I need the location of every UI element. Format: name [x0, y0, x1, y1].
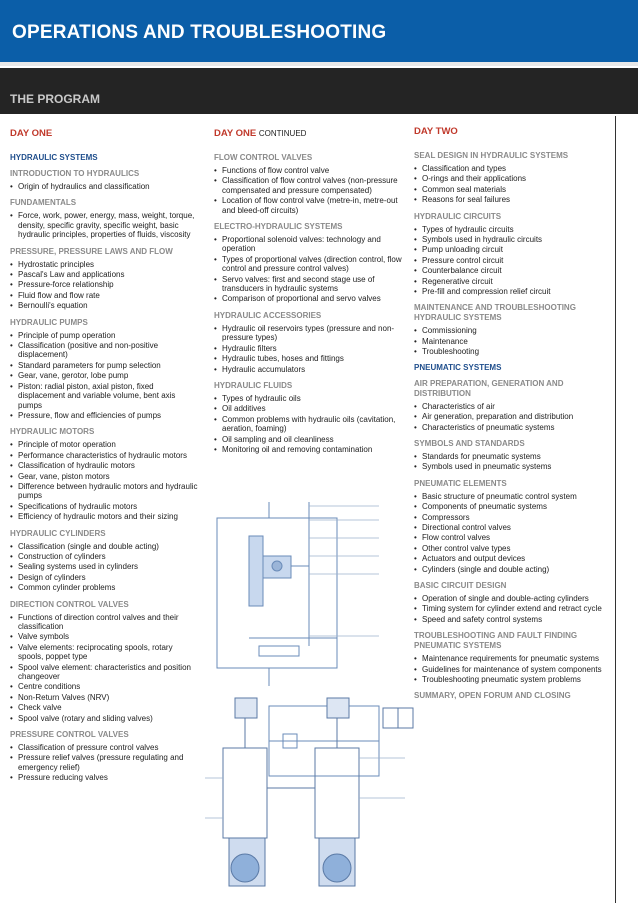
list-item: • Pre-fill and compression relief circuit: [414, 287, 604, 296]
list-item: • Maintenance requirements for pneumatic systems: [414, 654, 604, 663]
list-item: • Operation of single and double-acting cylinders: [414, 594, 604, 603]
list-item: • Fluid flow and flow rate: [10, 291, 198, 300]
list-item: • Hydraulic accumulators: [214, 365, 404, 374]
list-item: • Monitoring oil and removing contamination: [214, 445, 404, 454]
list-item: • Pressure-force relationship: [10, 280, 198, 289]
bullet-list: [10, 542, 198, 593]
list-item: • Specifications of hydraulic motors: [10, 502, 198, 511]
list-item: • Cylinders (single and double acting): [414, 565, 604, 574]
list-item: • Counterbalance circuit: [414, 266, 604, 275]
section-heading: ELECTRO-HYDRAULIC SYSTEMS: [214, 222, 343, 232]
list-item: • Classification and types: [414, 164, 604, 173]
list-item: • Common seal materials: [414, 185, 604, 194]
pilot-operated-valve-diagram-icon: [205, 688, 445, 902]
section-heading: SUMMARY, OPEN FORUM AND CLOSING: [414, 691, 571, 701]
column-divider: [615, 116, 616, 903]
page-title: OPERATIONS AND TROUBLESHOOTING: [12, 22, 387, 43]
list-item: • Spool valve element: characteristics and position changeover: [10, 663, 198, 682]
sections: [10, 169, 198, 783]
list-item: • Difference between hydraulic motors and hydraulic pumps: [10, 482, 198, 501]
section-heading: SYMBOLS AND STANDARDS: [414, 438, 525, 448]
list-item: • Components of pneumatic systems: [414, 502, 604, 511]
section-heading: HYDRAULIC FLUIDS: [214, 380, 293, 390]
list-item: • Valve symbols: [10, 632, 198, 641]
list-item: • Classification (positive and non-positive displacement): [10, 341, 198, 360]
section-heading: INTRODUCTION TO HYDRAULICS: [10, 169, 140, 178]
list-item: • Proportional solenoid valves: technology and operation: [214, 235, 404, 254]
program-label: THE PROGRAM: [10, 92, 100, 106]
section-heading: HYDRAULIC CYLINDERS: [10, 528, 106, 538]
list-item: • Functions of flow control valve: [214, 166, 404, 175]
list-item: • Functions of direction control valves and their classification: [10, 613, 198, 632]
list-item: • Construction of cylinders: [10, 552, 198, 561]
list-item: • Pressure reducing valves: [10, 773, 198, 782]
list-item: • Piston: radial piston, axial piston, fixed displacement and variable volume, bent axis pumps: [10, 382, 198, 410]
list-item: • Troubleshooting: [414, 347, 604, 356]
sections: [414, 151, 604, 357]
list-item: • Classification of pressure control valves: [10, 743, 198, 752]
list-item: • Principle of pump operation: [10, 331, 198, 340]
list-item: • Classification of hydraulic motors: [10, 461, 198, 470]
section-heading: HYDRAULIC MOTORS: [10, 427, 95, 437]
bullet-list: [10, 743, 198, 783]
bullet-list: [414, 594, 604, 624]
section-heading: HYDRAULIC CIRCUITS: [414, 211, 502, 221]
list-item: • Pressure, flow and efficiencies of pumps: [10, 411, 198, 420]
section-heading: PNEUMATIC ELEMENTS: [414, 478, 507, 488]
list-item: • Guidelines for maintenance of system components: [414, 665, 604, 674]
bullet-list: [10, 440, 198, 521]
list-item: • Centre conditions: [10, 682, 198, 691]
bullet-list: [414, 402, 604, 432]
list-item: • Location of flow control valve (metre-in, metre-out and bleed-off circuits): [214, 196, 404, 215]
list-item: • Check valve: [10, 703, 198, 712]
day-heading: DAY ONE: [10, 128, 53, 139]
banner-stripe: [0, 62, 638, 66]
list-item: • Other control valve types: [414, 544, 604, 553]
list-item: • Non-Return Valves (NRV): [10, 693, 198, 702]
list-item: • Timing system for cylinder extend and retract cycle: [414, 604, 604, 613]
list-item: • Classification of flow control valves (non-pressure compensated and pressure compensated): [214, 176, 404, 195]
section-heading: AIR PREPARATION, GENERATION AND DISTRIBUTION: [414, 378, 564, 398]
list-item: • Characteristics of air: [414, 402, 604, 411]
list-item: • Symbols used in pneumatic systems: [414, 462, 604, 471]
list-item: • Pump unloading circuit: [414, 245, 604, 254]
list-item: • Hydraulic filters: [214, 344, 404, 353]
list-item: • Common problems with hydraulic oils (cavitation, aeration, foaming): [214, 415, 404, 434]
bullet-list: [10, 613, 198, 723]
list-item: • Sealing systems used in cylinders: [10, 562, 198, 571]
topic-heading: HYDRAULIC SYSTEMS: [10, 153, 98, 162]
list-item: • Performance characteristics of hydraulic motors: [10, 451, 198, 460]
column-day-two: [414, 116, 604, 704]
list-item: • Basic structure of pneumatic control system: [414, 492, 604, 501]
list-item: • Hydraulic tubes, hoses and fittings: [214, 354, 404, 363]
day-label: DAY ONE: [214, 128, 257, 139]
list-item: • Directional control valves: [414, 523, 604, 532]
list-item: • Origin of hydraulics and classification: [10, 182, 198, 191]
list-item: • Standard parameters for pump selection: [10, 361, 198, 370]
list-item: • Compressors: [414, 513, 604, 522]
column-day-one-continued: [214, 116, 404, 455]
list-item: • Servo valves: first and second stage use of transducers in hydraulic systems: [214, 275, 404, 294]
topic-heading: PNEUMATIC SYSTEMS: [414, 362, 502, 372]
list-item: • Oil additives: [214, 404, 404, 413]
section-heading: FUNDAMENTALS: [10, 198, 77, 208]
section-heading: SEAL DESIGN IN HYDRAULIC SYSTEMS: [414, 151, 569, 160]
list-item: • Actuators and output devices: [414, 554, 604, 563]
list-item: • Bernoulli's equation: [10, 301, 198, 310]
list-item: • Pressure control circuit: [414, 256, 604, 265]
bullet-list: [414, 164, 604, 205]
list-item: • Design of cylinders: [10, 573, 198, 582]
section-heading: HYDRAULIC PUMPS: [10, 317, 88, 327]
list-item: • Comparison of proportional and servo valves: [214, 294, 404, 303]
day-suffix: CONTINUED: [258, 129, 307, 138]
pilot-valve-svg: [205, 688, 445, 902]
list-item: • Oil sampling and oil cleanliness: [214, 435, 404, 444]
list-item: • Types of proportional valves (direction control, flow control and pressure control valves): [214, 255, 404, 274]
list-item: • Speed and safety control systems: [414, 615, 604, 624]
list-item: • Spool valve (rotary and sliding valves): [10, 714, 198, 723]
list-item: • Efficiency of hydraulic motors and their sizing: [10, 512, 198, 521]
list-item: • Hydrostatic principles: [10, 260, 198, 269]
bullet-list: [414, 492, 604, 574]
list-item: • Principle of motor operation: [10, 440, 198, 449]
list-item: • Flow control valves: [414, 533, 604, 542]
section-heading: DIRECTION CONTROL VALVES: [10, 599, 129, 609]
list-item: • Regenerative circuit: [414, 277, 604, 286]
day-heading: DAY TWO: [414, 126, 458, 137]
list-item: • Reasons for seal failures: [414, 195, 604, 204]
list-item: • Classification (single and double acting): [10, 542, 198, 551]
list-item: • Hydraulic oil reservoirs types (pressure and non-pressure types): [214, 324, 404, 343]
list-item: • Commissioning: [414, 326, 604, 335]
list-item: • Troubleshooting pneumatic system problems: [414, 675, 604, 684]
day-heading: [214, 128, 404, 139]
bullet-list: [214, 324, 404, 374]
section-heading: HYDRAULIC ACCESSORIES: [214, 310, 322, 320]
list-item: • O-rings and their applications: [414, 174, 604, 183]
top-banner: [0, 0, 638, 62]
section-heading: PRESSURE, PRESSURE LAWS AND FLOW: [10, 246, 173, 256]
list-item: • Characteristics of pneumatic systems: [414, 423, 604, 432]
section-heading: TROUBLESHOOTING AND FAULT FINDING PNEUMATIC SYSTEMS: [414, 631, 578, 651]
list-item: • Types of hydraulic circuits: [414, 225, 604, 234]
section-heading: PRESSURE CONTROL VALVES: [10, 730, 129, 740]
list-item: • Gear, vane, piston motors: [10, 472, 198, 481]
program-bar: [0, 68, 638, 114]
list-item: • Types of hydraulic oils: [214, 394, 404, 403]
bullet-list: [414, 326, 604, 356]
bullet-list: [214, 394, 404, 454]
section-heading: BASIC CIRCUIT DESIGN: [414, 580, 507, 590]
bullet-list: [414, 654, 604, 684]
list-item: • Valve elements: reciprocating spools, rotary spools, poppet type: [10, 643, 198, 662]
bullet-list: [414, 452, 604, 472]
bullet-list: [10, 182, 198, 191]
list-item: • Gear, vane, gerotor, lobe pump: [10, 371, 198, 380]
column-day-one: [10, 116, 198, 784]
list-item: • Force, work, power, energy, mass, weight, torque, density, specific gravity, specific weight, basic hydraulic principles, properties of fluids, viscosity: [10, 211, 198, 239]
bullet-list: [10, 260, 198, 311]
sections: [414, 379, 604, 702]
bullet-list: [10, 331, 198, 421]
bullet-list: [214, 235, 404, 304]
sections: [214, 153, 404, 454]
section-heading: MAINTENANCE AND TROUBLESHOOTING HYDRAULIC SYSTEMS: [414, 303, 576, 323]
bullet-list: [10, 211, 198, 239]
list-item: • Common cylinder problems: [10, 583, 198, 592]
list-item: • Pascal's Law and applications: [10, 270, 198, 279]
bullet-list: [414, 225, 604, 297]
list-item: • Pressure relief valves (pressure regulating and emergency relief): [10, 753, 198, 772]
list-item: • Standards for pneumatic systems: [414, 452, 604, 461]
list-item: • Air generation, preparation and distribution: [414, 412, 604, 421]
bullet-list: [214, 166, 404, 215]
list-item: • Maintenance: [414, 337, 604, 346]
section-heading: FLOW CONTROL VALVES: [214, 153, 313, 162]
list-item: • Symbols used in hydraulic circuits: [414, 235, 604, 244]
